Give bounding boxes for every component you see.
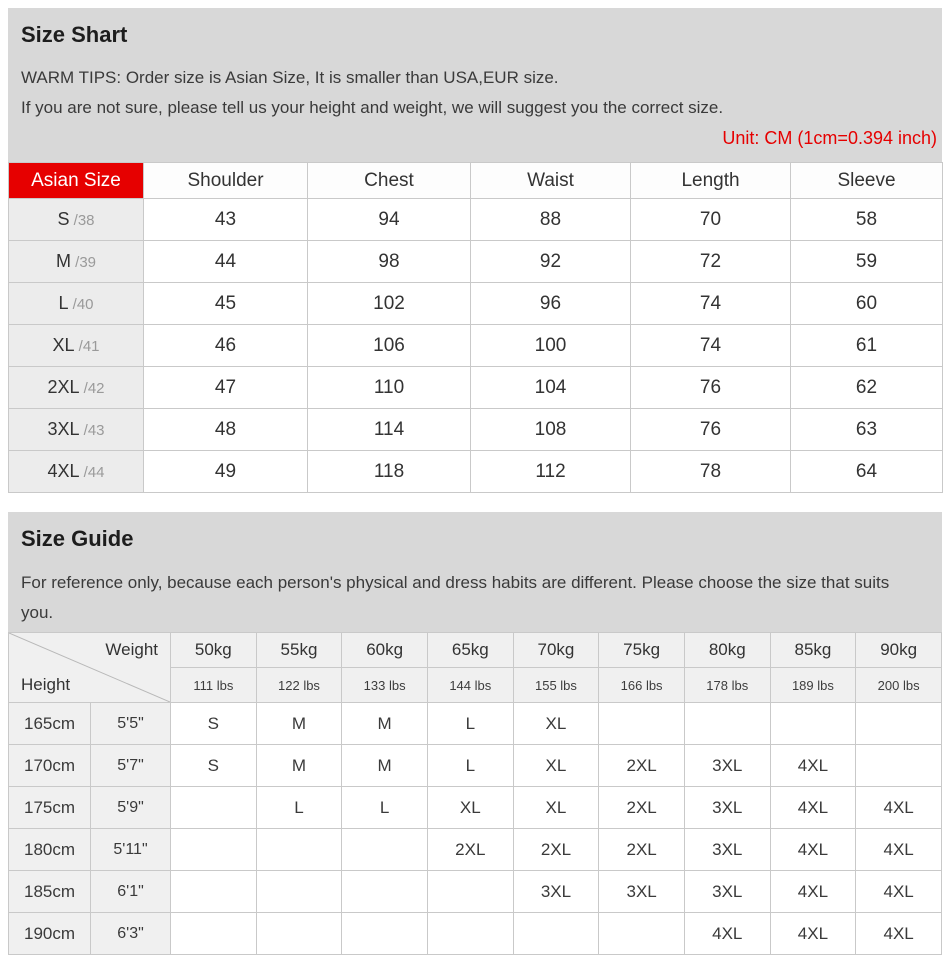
recommended-size-cell: XL: [513, 703, 599, 745]
weight-lbs-header: 189 lbs: [770, 668, 856, 703]
measurement-value-cell: 47: [144, 367, 308, 409]
size-name: L: [58, 292, 69, 313]
measurement-value-cell: 92: [471, 241, 631, 283]
size-guide-intro: For reference only, because each person's physical and dress habits are different. Please choose the size that suits you.: [21, 573, 890, 622]
recommended-size-cell: 2XL: [599, 829, 685, 871]
recommended-size-cell: 4XL: [856, 871, 942, 913]
size-name: 4XL: [47, 460, 80, 481]
height-ft-cell: 5'9": [91, 787, 171, 829]
recommended-size-cell: [684, 703, 770, 745]
size-name: 3XL: [47, 418, 80, 439]
measurement-value-cell: 96: [471, 283, 631, 325]
size-alt-number: /42: [79, 379, 105, 397]
recommended-size-cell: [856, 703, 942, 745]
height-weight-corner-cell: [9, 633, 171, 703]
height-axis-label: Height: [21, 675, 71, 694]
weight-kg-header: 75kg: [599, 633, 685, 668]
recommended-size-cell: 4XL: [856, 913, 942, 955]
recommended-size-cell: L: [256, 787, 342, 829]
recommended-size-cell: M: [256, 703, 342, 745]
recommended-size-cell: [171, 913, 257, 955]
size-chart-row: [9, 451, 943, 493]
height-cm-cell: 175cm: [9, 787, 91, 829]
weight-kg-header: 80kg: [684, 633, 770, 668]
measurement-column-header: Chest: [308, 163, 471, 199]
weight-lbs-header: 155 lbs: [513, 668, 599, 703]
recommended-size-cell: 4XL: [770, 829, 856, 871]
measurement-value-cell: 74: [631, 283, 791, 325]
measurement-value-cell: 59: [791, 241, 943, 283]
weight-kg-header: 70kg: [513, 633, 599, 668]
measurement-value-cell: 45: [144, 283, 308, 325]
weight-kg-header: 90kg: [856, 633, 942, 668]
measurement-value-cell: 94: [308, 199, 471, 241]
recommended-size-cell: S: [171, 703, 257, 745]
size-chart-row: [9, 409, 943, 451]
weight-kg-header: 85kg: [770, 633, 856, 668]
weight-kg-header: 50kg: [171, 633, 257, 668]
size-chart-row: [9, 325, 943, 367]
recommended-size-cell: [342, 913, 428, 955]
size-name: S: [57, 208, 70, 229]
measurement-value-cell: 43: [144, 199, 308, 241]
measurement-value-cell: 49: [144, 451, 308, 493]
measurement-column-header: Waist: [471, 163, 631, 199]
recommended-size-cell: M: [256, 745, 342, 787]
size-label-cell: [9, 367, 144, 409]
size-guide-row: [9, 787, 942, 829]
size-alt-number: /43: [79, 421, 105, 439]
weight-lbs-header: 178 lbs: [684, 668, 770, 703]
height-cm-cell: 190cm: [9, 913, 91, 955]
size-label-cell: [9, 451, 144, 493]
recommended-size-cell: L: [427, 745, 513, 787]
height-ft-cell: 5'11": [91, 829, 171, 871]
recommended-size-cell: 3XL: [684, 745, 770, 787]
weight-kg-header: 65kg: [427, 633, 513, 668]
size-chart-row: [9, 199, 943, 241]
recommended-size-cell: 3XL: [599, 871, 685, 913]
warm-tips-line-1: WARM TIPS: Order size is Asian Size, It is smaller than USA,EUR size.: [21, 68, 559, 87]
size-alt-number: /38: [69, 211, 95, 229]
recommended-size-cell: XL: [513, 787, 599, 829]
measurement-value-cell: 63: [791, 409, 943, 451]
measurement-column-header: Sleeve: [791, 163, 943, 199]
recommended-size-cell: [770, 703, 856, 745]
recommended-size-cell: 2XL: [513, 829, 599, 871]
recommended-size-cell: [171, 829, 257, 871]
recommended-size-cell: [342, 871, 428, 913]
size-guide-section: [8, 512, 942, 943]
measurement-value-cell: 48: [144, 409, 308, 451]
measurement-value-cell: 98: [308, 241, 471, 283]
recommended-size-cell: 2XL: [427, 829, 513, 871]
size-label-cell: [9, 283, 144, 325]
recommended-size-cell: 2XL: [599, 787, 685, 829]
recommended-size-cell: 3XL: [684, 787, 770, 829]
recommended-size-cell: 4XL: [684, 913, 770, 955]
measurement-value-cell: 102: [308, 283, 471, 325]
recommended-size-cell: [599, 913, 685, 955]
weight-lbs-header: 111 lbs: [171, 668, 257, 703]
recommended-size-cell: 3XL: [513, 871, 599, 913]
measurement-value-cell: 61: [791, 325, 943, 367]
weight-lbs-header: 133 lbs: [342, 668, 428, 703]
measurement-value-cell: 112: [471, 451, 631, 493]
measurement-value-cell: 60: [791, 283, 943, 325]
size-name: 2XL: [47, 376, 80, 397]
size-guide-row: [9, 703, 942, 745]
weight-kg-header: 55kg: [256, 633, 342, 668]
recommended-size-cell: 4XL: [856, 829, 942, 871]
size-guide-row: [9, 745, 942, 787]
warm-tips-line-2: If you are not sure, please tell us your height and weight, we will suggest you the correct size.: [21, 98, 724, 117]
weight-axis-label: Weight: [105, 640, 158, 659]
height-cm-cell: 165cm: [9, 703, 91, 745]
size-label-cell: [9, 325, 144, 367]
measurement-value-cell: 104: [471, 367, 631, 409]
recommended-size-cell: [513, 913, 599, 955]
recommended-size-cell: [599, 703, 685, 745]
recommended-size-cell: [256, 913, 342, 955]
size-alt-number: /41: [74, 337, 100, 355]
size-alt-number: /39: [70, 253, 97, 271]
recommended-size-cell: 4XL: [770, 787, 856, 829]
recommended-size-cell: 2XL: [599, 745, 685, 787]
recommended-size-cell: M: [342, 745, 428, 787]
recommended-size-cell: 4XL: [770, 871, 856, 913]
weight-kg-header-row: [9, 633, 942, 668]
recommended-size-cell: M: [342, 703, 428, 745]
recommended-size-cell: [342, 829, 428, 871]
unit-note: Unit: CM (1cm=0.394 inch): [722, 128, 937, 148]
size-chart-row: [9, 283, 943, 325]
recommended-size-cell: XL: [513, 745, 599, 787]
recommended-size-cell: [171, 787, 257, 829]
measurement-value-cell: 74: [631, 325, 791, 367]
size-alt-number: /44: [79, 463, 105, 481]
height-cm-cell: 185cm: [9, 871, 91, 913]
size-label-cell: [9, 241, 144, 283]
measurement-value-cell: 114: [308, 409, 471, 451]
recommended-size-cell: [427, 913, 513, 955]
size-chart-row: [9, 367, 943, 409]
size-chart-table: [8, 162, 943, 493]
measurement-value-cell: 64: [791, 451, 943, 493]
measurement-column-header: Shoulder: [144, 163, 308, 199]
weight-lbs-header: 200 lbs: [856, 668, 942, 703]
size-guide-title: Size Guide: [21, 526, 134, 551]
height-cm-cell: 180cm: [9, 829, 91, 871]
measurement-value-cell: 76: [631, 409, 791, 451]
measurement-value-cell: 118: [308, 451, 471, 493]
size-guide-table: [8, 632, 942, 955]
measurement-value-cell: 88: [471, 199, 631, 241]
height-ft-cell: 6'1": [91, 871, 171, 913]
measurement-value-cell: 100: [471, 325, 631, 367]
size-chart-row: [9, 241, 943, 283]
size-name: XL: [52, 334, 75, 355]
recommended-size-cell: L: [427, 703, 513, 745]
size-label-cell: [9, 409, 144, 451]
weight-lbs-header: 166 lbs: [599, 668, 685, 703]
size-name: M: [55, 250, 71, 271]
size-guide-row: [9, 871, 942, 913]
weight-lbs-header: 122 lbs: [256, 668, 342, 703]
recommended-size-cell: L: [342, 787, 428, 829]
size-label-cell: [9, 199, 144, 241]
measurement-value-cell: 76: [631, 367, 791, 409]
recommended-size-cell: 4XL: [770, 745, 856, 787]
measurement-value-cell: 62: [791, 367, 943, 409]
weight-lbs-header: 144 lbs: [427, 668, 513, 703]
recommended-size-cell: [256, 829, 342, 871]
recommended-size-cell: [171, 871, 257, 913]
recommended-size-cell: 4XL: [856, 787, 942, 829]
recommended-size-cell: [256, 871, 342, 913]
size-guide-row: [9, 829, 942, 871]
size-chart-title: Size Shart: [21, 22, 128, 47]
recommended-size-cell: [427, 871, 513, 913]
measurement-value-cell: 78: [631, 451, 791, 493]
height-cm-cell: 170cm: [9, 745, 91, 787]
size-alt-number: /40: [68, 295, 94, 313]
measurement-value-cell: 70: [631, 199, 791, 241]
measurement-column-header: Length: [631, 163, 791, 199]
recommended-size-cell: 4XL: [770, 913, 856, 955]
height-ft-cell: 5'5": [91, 703, 171, 745]
recommended-size-cell: XL: [427, 787, 513, 829]
measurement-value-cell: 46: [144, 325, 308, 367]
size-guide-row: [9, 913, 942, 955]
weight-kg-header: 60kg: [342, 633, 428, 668]
asian-size-column-header: Asian Size: [9, 163, 144, 199]
measurement-value-cell: 58: [791, 199, 943, 241]
height-ft-cell: 5'7": [91, 745, 171, 787]
measurement-value-cell: 110: [308, 367, 471, 409]
measurement-value-cell: 108: [471, 409, 631, 451]
measurement-value-cell: 44: [144, 241, 308, 283]
recommended-size-cell: 3XL: [684, 829, 770, 871]
size-chart-header-row: [9, 163, 943, 199]
measurement-value-cell: 72: [631, 241, 791, 283]
measurement-value-cell: 106: [308, 325, 471, 367]
size-chart-section: [8, 8, 942, 482]
recommended-size-cell: 3XL: [684, 871, 770, 913]
recommended-size-cell: [856, 745, 942, 787]
height-ft-cell: 6'3": [91, 913, 171, 955]
recommended-size-cell: S: [171, 745, 257, 787]
